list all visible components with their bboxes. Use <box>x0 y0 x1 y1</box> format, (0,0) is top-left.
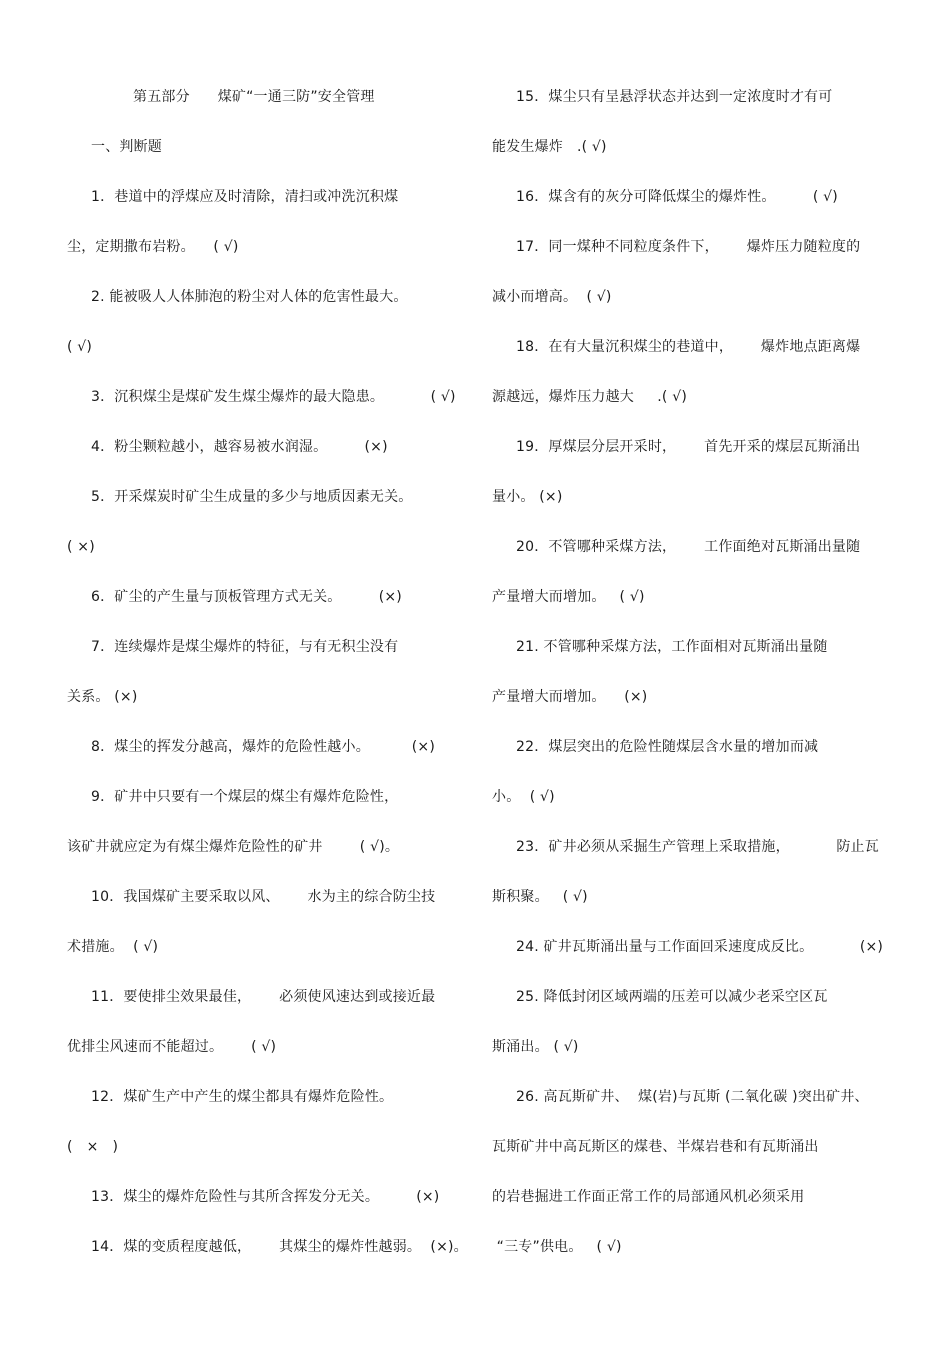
question-line: 5．开采煤炭时矿尘生成量的多少与地质因素无关。 <box>91 489 413 505</box>
question-line: 8．煤尘的挥发分越高，爆炸的危险性越小。 (×) <box>91 739 436 755</box>
question-line: 的岩巷掘进工作面正常工作的局部通风机必须采用 <box>492 1189 805 1205</box>
question-line: 能发生爆炸 .( √) <box>492 139 607 155</box>
question-line: 斯积聚。 ( √) <box>492 889 588 905</box>
question-line: 18．在有大量沉积煤尘的巷道中， 爆炸地点距离爆 <box>516 339 861 355</box>
question-line: 尘，定期撒布岩粉。 ( √) <box>67 239 239 255</box>
question-line: 该矿井就应定为有煤尘爆炸危险性的矿井 ( √)。 <box>67 839 400 855</box>
question-line: 6．矿尘的产生量与顶板管理方式无关。 (×) <box>91 589 402 605</box>
question-line: 优排尘风速而不能超过。 ( √) <box>67 1039 277 1055</box>
question-line: 2. 能被吸人人体肺泡的粉尘对人体的危害性最大。 <box>91 289 408 305</box>
question-line: 9．矿井中只要有一个煤层的煤尘有爆炸危险性， <box>91 789 399 805</box>
question-line: 4．粉尘颗粒越小，越容易被水润湿。 (×) <box>91 439 388 455</box>
question-line: 23．矿井必须从采掘生产管理上采取措施， 防止瓦 <box>516 839 879 855</box>
question-line: ( √) <box>67 339 93 355</box>
question-line: 1．巷道中的浮煤应及时清除，清扫或冲洗沉积煤 <box>91 189 399 205</box>
page-title: 第五部分 煤矿“一通三防”安全管理 <box>133 89 375 105</box>
question-line: 24. 矿井瓦斯涌出量与工作面回采速度成反比。 (×) <box>516 939 884 955</box>
question-line: 13．煤尘的爆炸危险性与其所含挥发分无关。 (×) <box>91 1189 440 1205</box>
question-line: 瓦斯矿井中高瓦斯区的煤巷、半煤岩巷和有瓦斯涌出 <box>492 1139 819 1155</box>
question-line: 斯涌出。 ( √) <box>492 1039 579 1055</box>
question-line: 12．煤矿生产中产生的煤尘都具有爆炸危险性。 <box>91 1089 394 1105</box>
question-line: ( ×) <box>67 539 95 555</box>
question-line: 3．沉积煤尘是煤矿发生煤尘爆炸的最大隐患。 ( √) <box>91 389 456 405</box>
question-line: 16．煤含有的灰分可降低煤尘的爆炸性。 ( √) <box>516 189 838 205</box>
question-line: 15．煤尘只有呈悬浮状态并达到一定浓度时才有可 <box>516 89 833 105</box>
question-line: 10．我国煤矿主要采取以风、 水为主的综合防尘技 <box>91 889 436 905</box>
question-line: 术措施。 ( √) <box>67 939 159 955</box>
question-line: 21. 不管哪种采煤方法，工作面相对瓦斯涌出量随 <box>516 639 828 655</box>
question-line: ( × ) <box>67 1139 119 1155</box>
question-line: 减小而增高。 ( √) <box>492 289 612 305</box>
question-line: 量小。 (×) <box>492 489 563 505</box>
question-line: 7．连续爆炸是煤尘爆炸的特征，与有无积尘没有 <box>91 639 399 655</box>
question-line: 17．同一煤种不同粒度条件下， 爆炸压力随粒度的 <box>516 239 861 255</box>
question-line: 19．厚煤层分层开采时， 首先开采的煤层瓦斯涌出 <box>516 439 861 455</box>
question-line: 14．煤的变质程度越低， 其煤尘的爆炸性越弱。 (×)。 <box>91 1239 468 1255</box>
question-line: 26. 高瓦斯矿井、 煤(岩)与瓦斯 (二氧化碳 )突出矿井、 <box>516 1089 869 1105</box>
question-line: 小。 ( √) <box>492 789 555 805</box>
question-line: 源越远，爆炸压力越大 .( √) <box>492 389 687 405</box>
section-heading: 一、判断题 <box>91 139 162 155</box>
question-line: 关系。 (×) <box>67 689 138 705</box>
question-line: “三专”供电。 ( √) <box>492 1239 622 1255</box>
question-line: 产量增大而增加。 (×) <box>492 689 648 705</box>
question-line: 25. 降低封闭区域两端的压差可以减少老采空区瓦 <box>516 989 828 1005</box>
question-line: 产量增大而增加。 ( √) <box>492 589 645 605</box>
question-line: 11．要使排尘效果最佳， 必须使风速达到或接近最 <box>91 989 436 1005</box>
question-line: 20．不管哪种采煤方法， 工作面绝对瓦斯涌出量随 <box>516 539 861 555</box>
question-line: 22．煤层突出的危险性随煤层含水量的增加而减 <box>516 739 819 755</box>
